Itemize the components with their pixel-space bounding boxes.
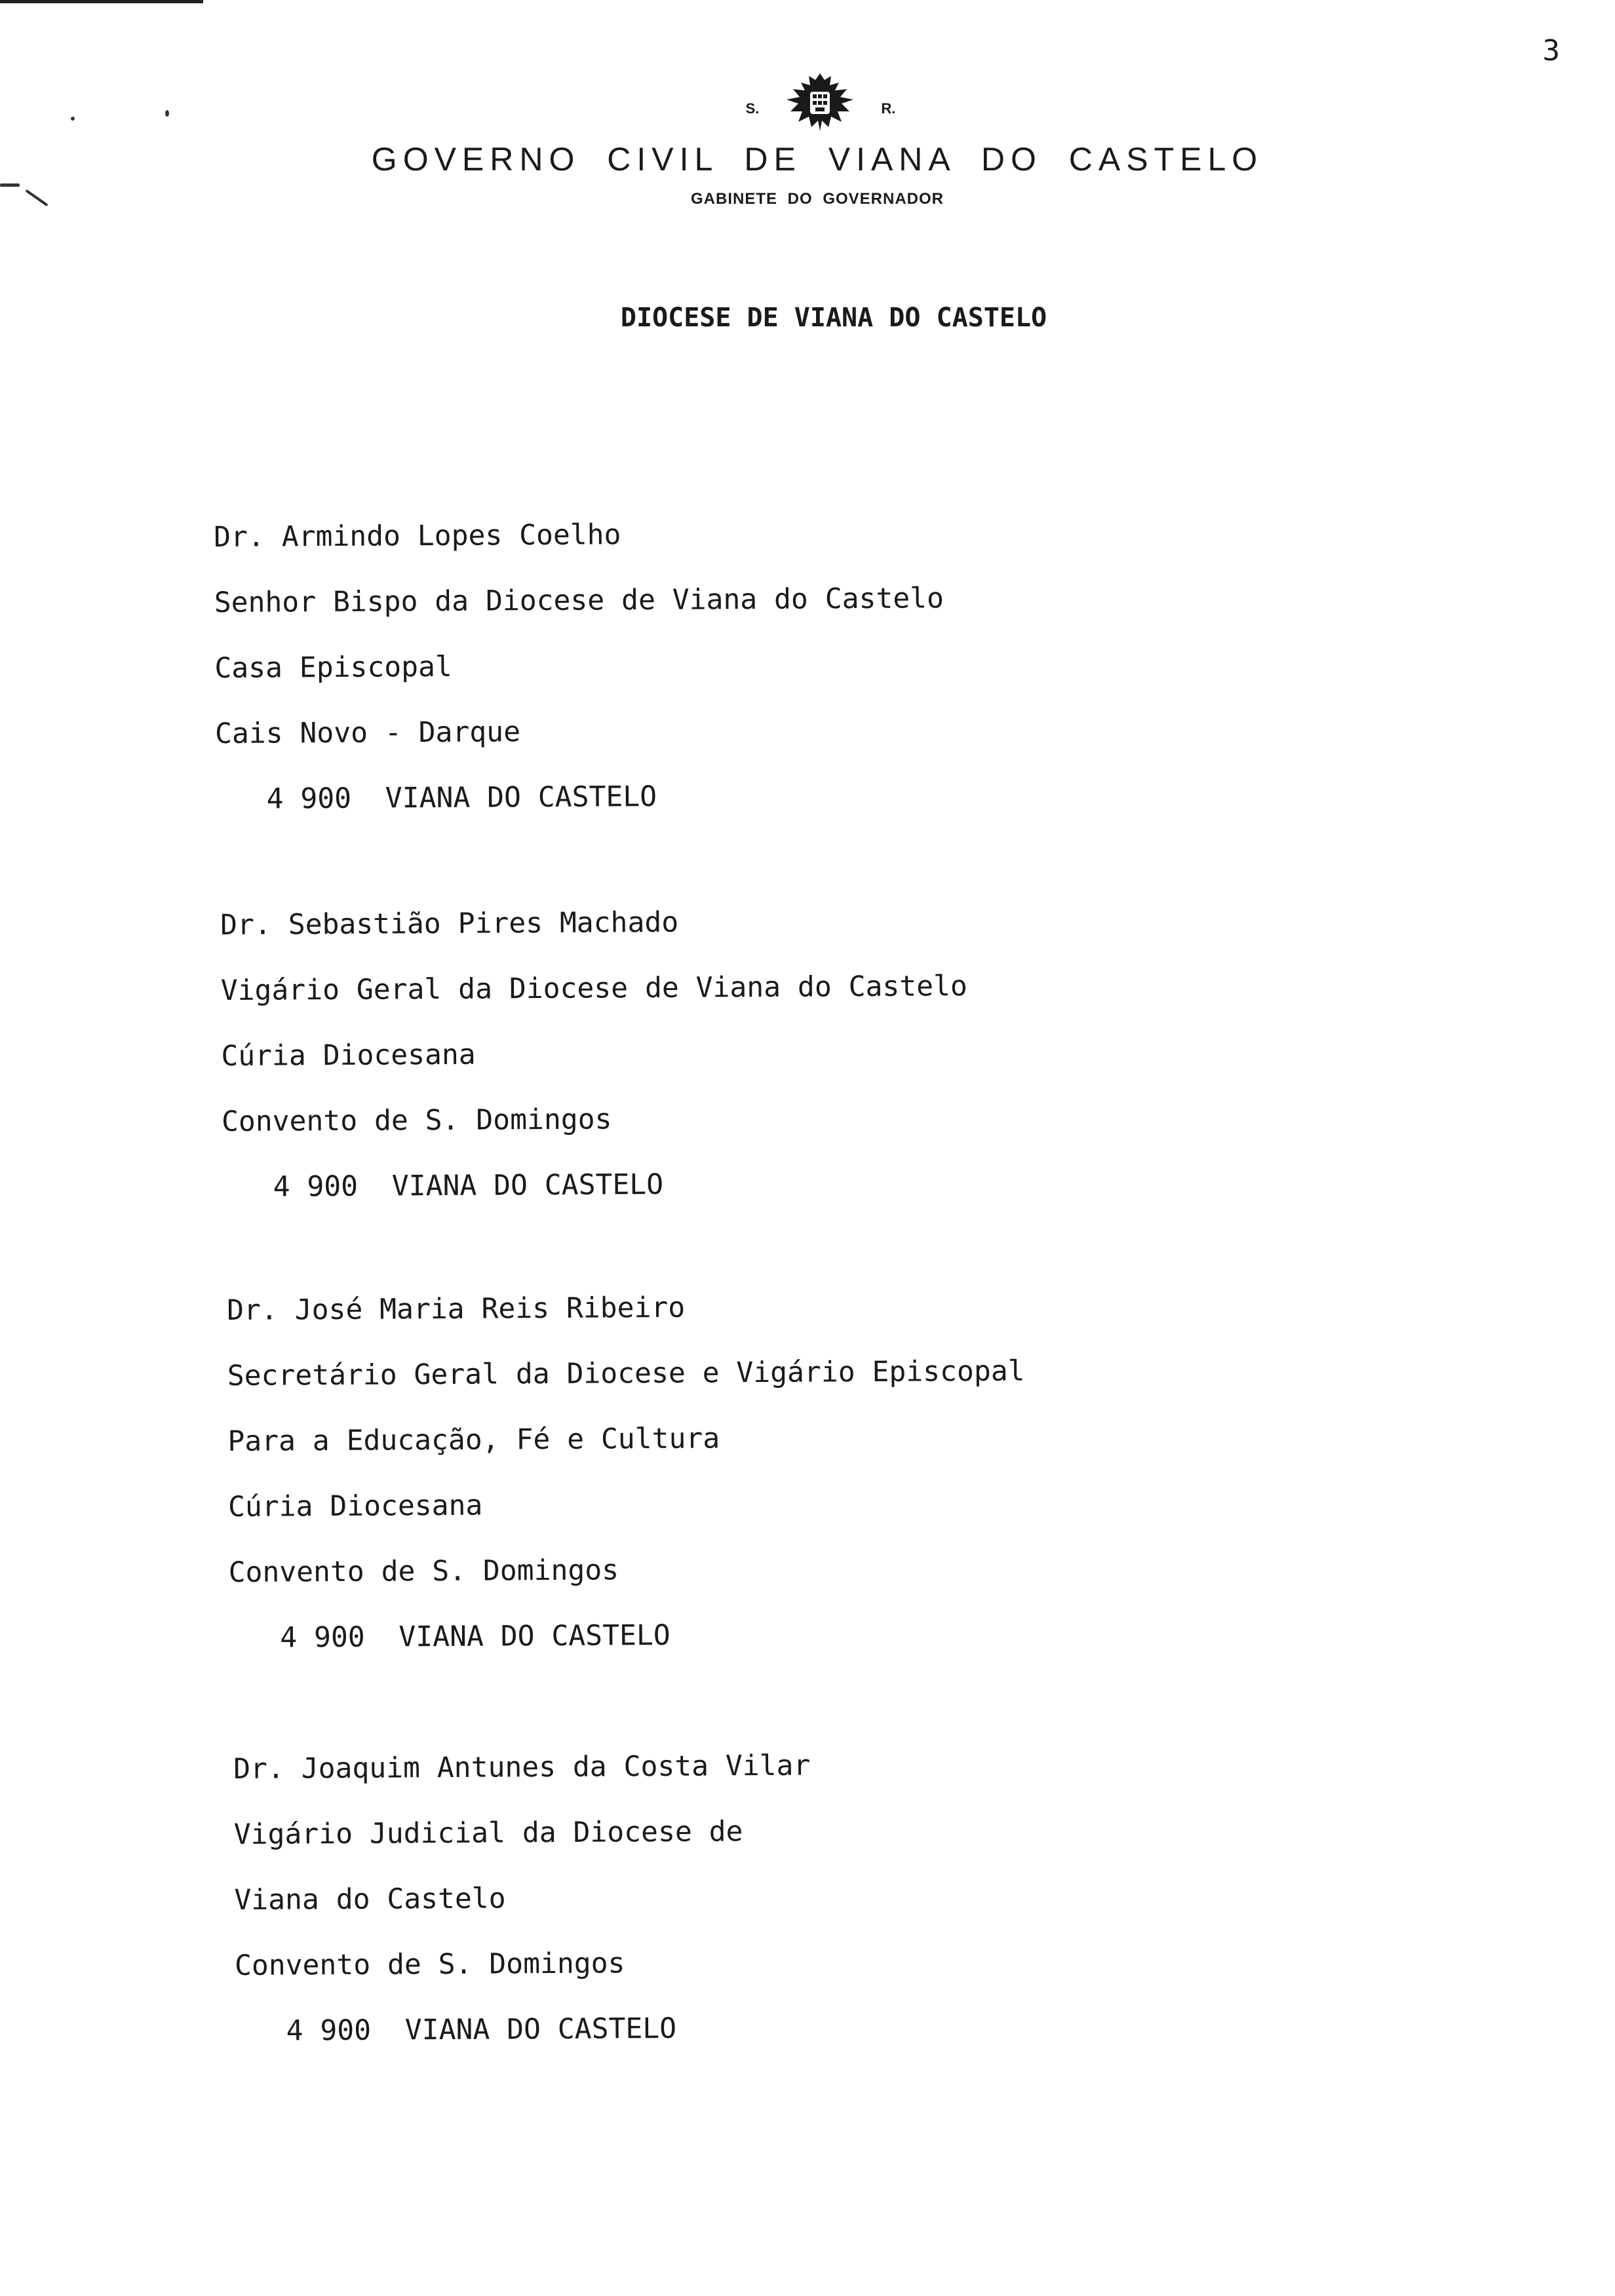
addressee-postal: 4 900 VIANA DO CASTELO xyxy=(280,1618,671,1655)
addressee-line: Cais Novo - Darque xyxy=(214,716,521,750)
document-heading: DIOCESE DE VIANA DO CASTELO xyxy=(620,303,1047,333)
addressee-block xyxy=(220,901,969,1233)
addressee-line: Vigário Judicial da Diocese de xyxy=(233,1815,743,1851)
addressee-line: Convento de S. Domingos xyxy=(221,1103,612,1138)
addressee-line: Convento de S. Domingos xyxy=(234,1947,625,1982)
addressee-name: Dr. José Maria Reis Ribeiro xyxy=(227,1291,686,1327)
addressee-name: Dr. Joaquim Antunes da Costa Vilar xyxy=(233,1749,811,1786)
addressee-line: Vigário Geral da Diocese de Viana do Castelo xyxy=(220,970,968,1007)
addressee-postal: 4 900 VIANA DO CASTELO xyxy=(273,1168,664,1204)
crest-left-letter: S. xyxy=(745,100,760,117)
addressee-line: Viana do Castelo xyxy=(234,1882,506,1917)
addressee-line: Cúria Diocesana xyxy=(221,1038,476,1073)
addressee-line: Para a Educação, Fé e Cultura xyxy=(227,1422,720,1458)
scan-edge-line xyxy=(0,0,203,3)
letterhead-subtitle: GABINETE DO GOVERNADOR xyxy=(690,190,944,208)
addressee-block xyxy=(227,1286,1026,1684)
crest-right-letter: R. xyxy=(881,100,896,117)
addressee-line: Cúria Diocesana xyxy=(227,1489,483,1523)
addressee-block xyxy=(214,513,945,845)
crest-row xyxy=(26,71,1615,134)
addressee-line: Senhor Bispo da Diocese de Viana do Castelo xyxy=(214,582,944,619)
addressee-name: Dr. Sebastião Pires Machado xyxy=(220,906,679,942)
letterhead xyxy=(0,71,1615,208)
addressee-line: Casa Episcopal xyxy=(214,650,452,685)
addressee-line: Secretário Geral da Diocese e Vigário Episcopal xyxy=(227,1354,1025,1392)
addressee-postal: 4 900 VIANA DO CASTELO xyxy=(286,2012,677,2048)
addressee-postal: 4 900 VIANA DO CASTELO xyxy=(266,780,657,816)
addressee-name: Dr. Armindo Lopes Coelho xyxy=(214,518,621,554)
letterhead-title: GOVERNO CIVIL DE VIANA DO CASTELO xyxy=(371,141,1264,178)
addressee-block xyxy=(233,1746,812,2077)
addressee-line: Convento de S. Domingos xyxy=(228,1554,619,1589)
page-number: 3 xyxy=(1542,34,1560,67)
coat-of-arms-icon xyxy=(781,71,859,134)
